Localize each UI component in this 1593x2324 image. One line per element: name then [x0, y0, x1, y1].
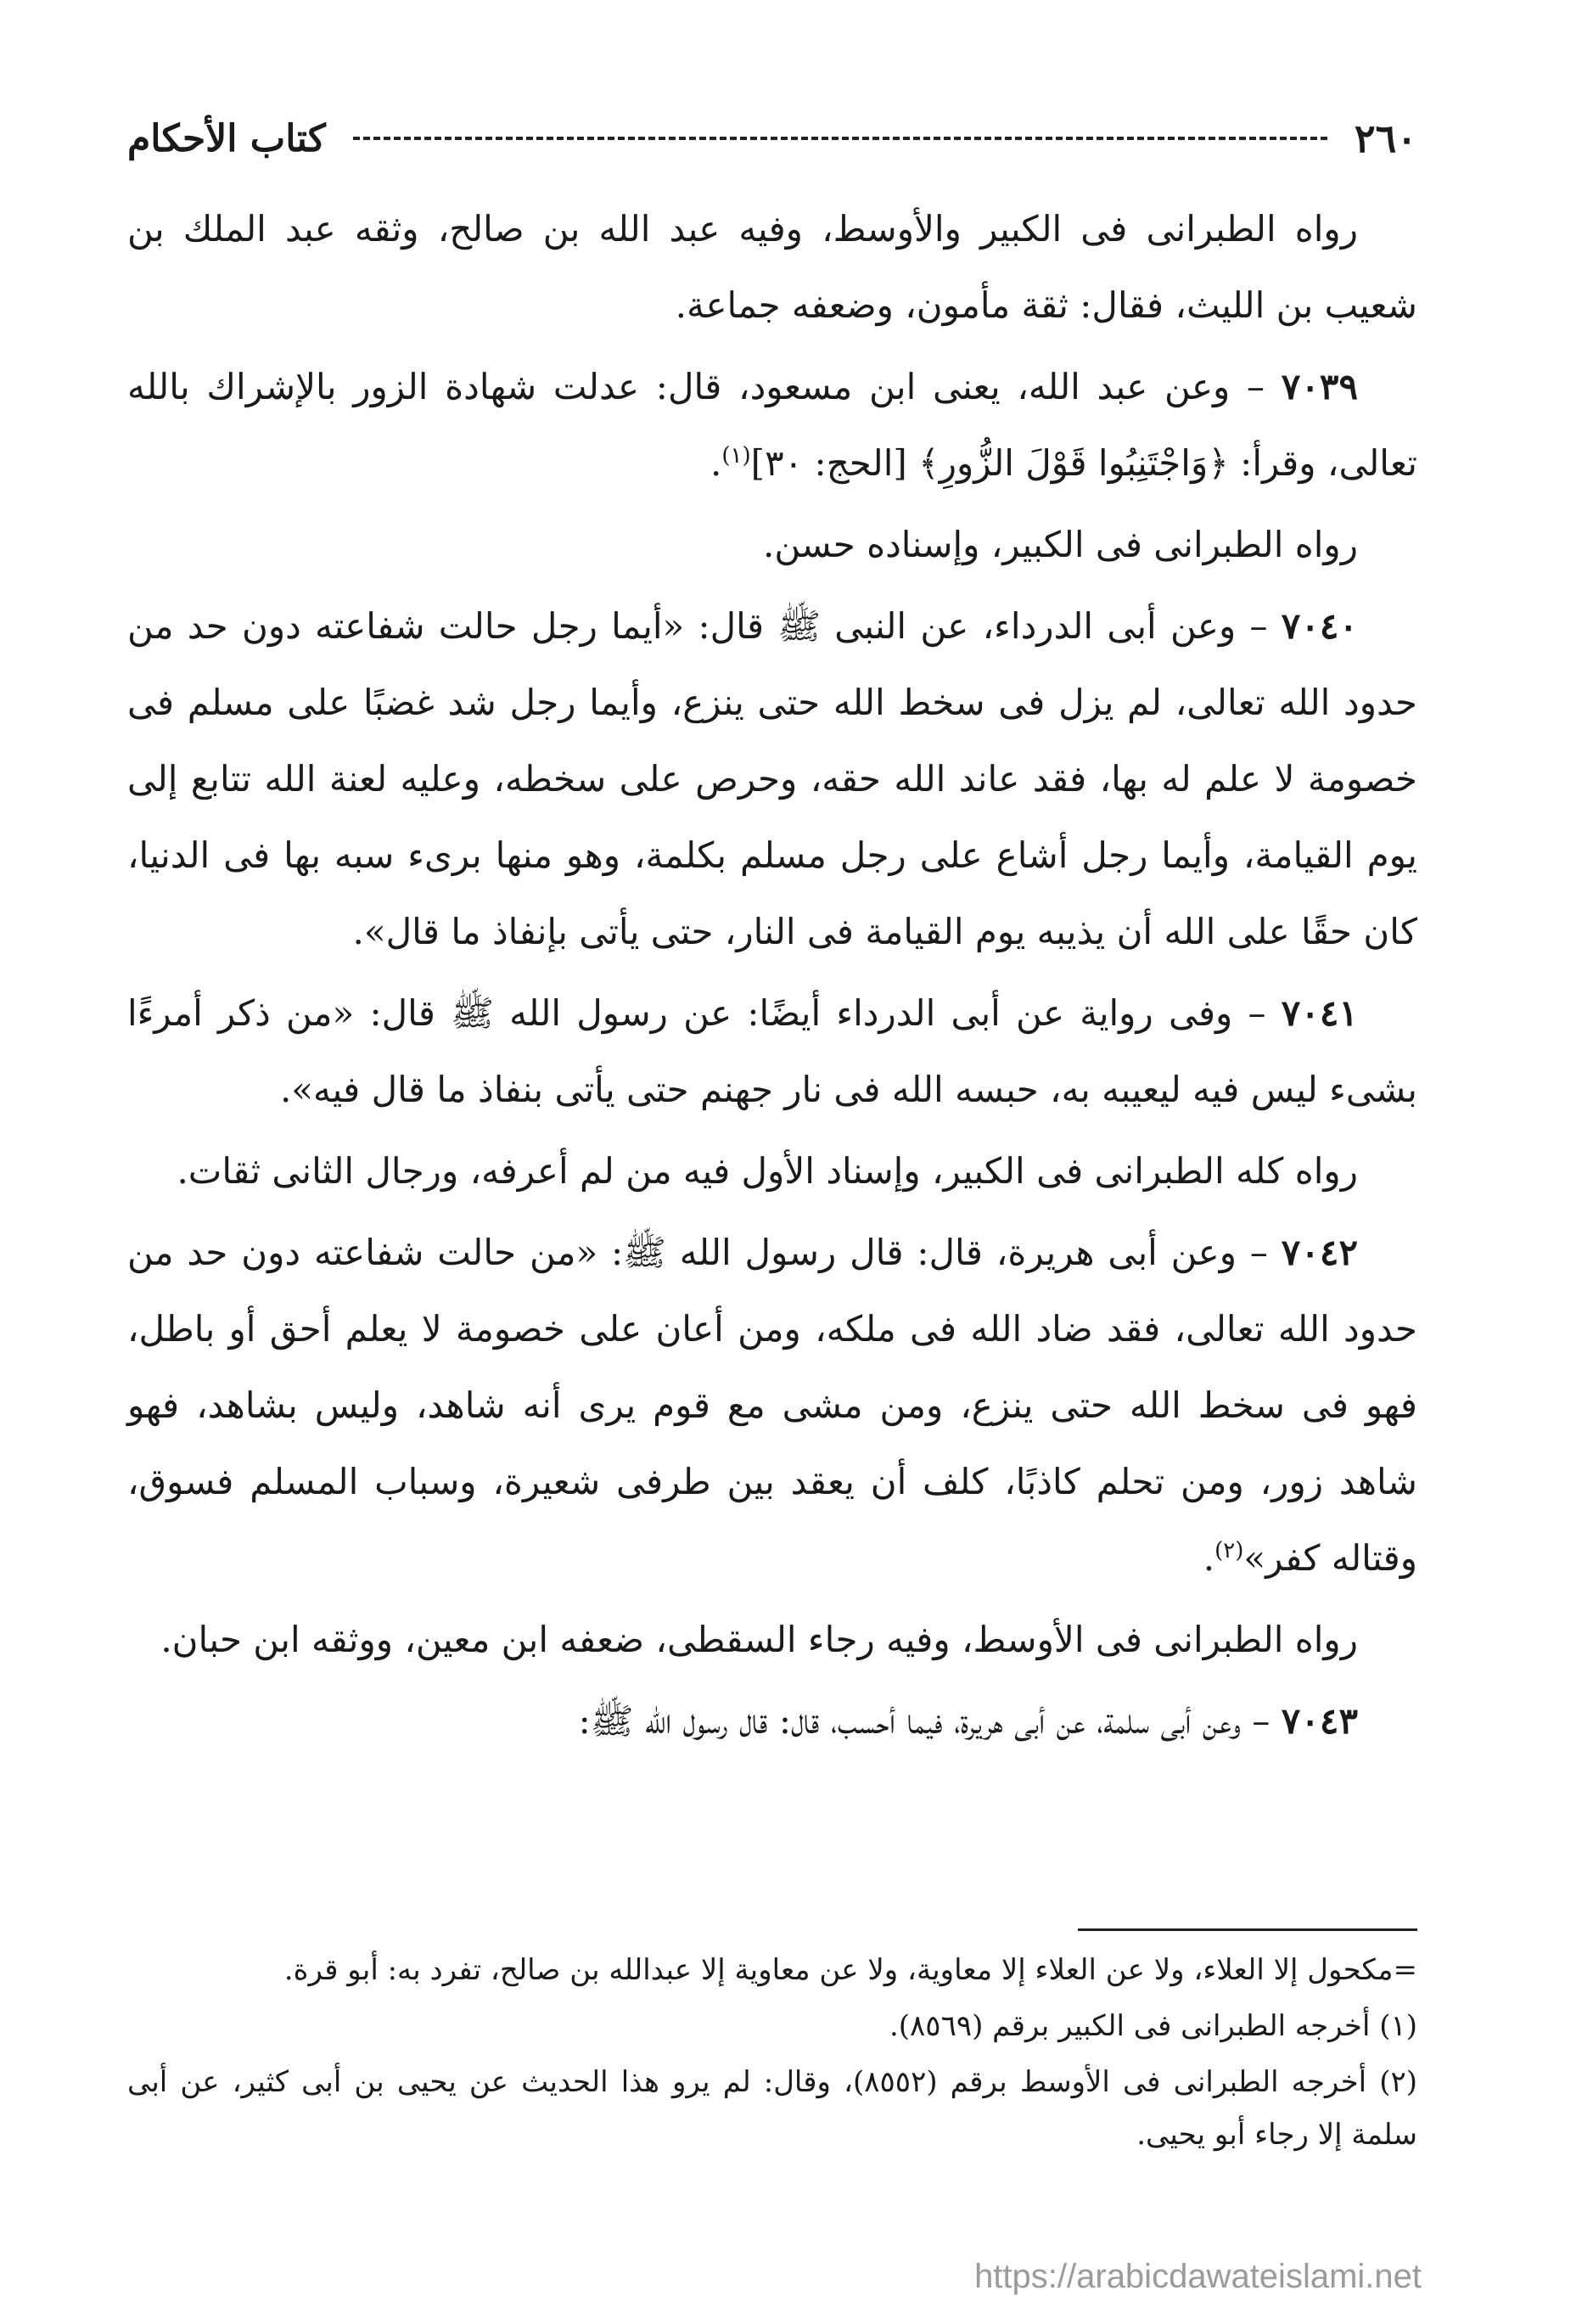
hadith-7040: ٧٠٤٠ – وعن أبى الدرداء، عن النبى ﷺ قال: «أيما رجل حالت شفاعته دون حد من حدود الله تعالى، لم يزل فى سخط الله حتى ينزع، وأيما رجل شد غضبًا على مسلم فى خصومة لا علم له بها، فقد عاند الله حقه، وحرص على سخطه، وعليه لعنة الله تتابع إلى يوم القيامة، وأيما رجل أشاع على رجل مسلم بكلمة، وهو منها برىء سبه بها فى الدنيا، كان حقًا على الله أن يذيبه يوم القيامة فى النار، حتى يأتى بإنفاذ ما قال». [127, 605, 1417, 952]
page-number: ٢٦٠ [1354, 115, 1417, 161]
hadith-7039: ٧٠٣٩ – وعن عبد الله، يعنى ابن مسعود، قال: عدلت شهادة الزور بالإشراك بالله تعالى، وقرأ: ﴿وَاجْتَنِبُوا قَوْلَ الزُّورِ﴾ [الحج: ٣٠]$^{(١)}$. [127, 366, 1417, 484]
watermark-url: https://arabicdawateislami.net [974, 2258, 1422, 2295]
footnote-2: (٢) أخرجه الطبرانى فى الأوسط برقم (٨٥٥٢)، وقال: لم يرو هذا الحديث عن يحيى بن أبى كثير، عن أبى سلمة إلا رجاء أبو يحيى. [127, 2065, 1417, 2152]
hadith-7041: ٧٠٤١ – وفى رواية عن أبى الدرداء أيضًا: عن رسول الله ﷺ قال: «من ذكر أمرءًا بشىء ليس فيه ليعيبه به، حبسه الله فى نار جهنم حتى يأتى بنفاذ ما قال فيه». [127, 992, 1417, 1110]
hadith-number: ٧٠٣٩ [1281, 366, 1358, 407]
narration-paragraph: رواه كله الطبرانى فى الكبير، وإسناد الأول فيه من لم أعرفه، ورجال الثانى ثقات. [177, 1150, 1358, 1192]
hadith-number: ٧٠٤١ [1281, 992, 1358, 1034]
hadith-number: ٧٠٤٢ [1281, 1232, 1358, 1273]
main-text [127, 191, 1417, 1765]
footnote-marker: (٢) [1214, 1538, 1244, 1563]
narration-paragraph: رواه الطبرانى فى الأوسط، وفيه رجاء السقطى، ضعفه ابن معين، ووثقه ابن حبان. [160, 1619, 1358, 1660]
footnotes [127, 1944, 1417, 2164]
page-header [127, 100, 1417, 177]
narration-paragraph: رواه الطبرانى فى الكبير والأوسط، وفيه عبد الله بن صالح، وثقه عبد الملك بن شعيب بن الليث، فقال: ثقة مأمون، وضعفه جماعة. [127, 208, 1417, 326]
running-title: كتاب الأحكام [127, 116, 326, 160]
narration-paragraph: رواه الطبرانى فى الكبير، وإسناده حسن. [762, 524, 1358, 565]
hadith-number: ٧٠٤٠ [1281, 605, 1358, 647]
footnote-1: (١) أخرجه الطبرانى فى الكبير برقم (٨٥٦٩). [889, 2009, 1417, 2043]
header-divider [353, 137, 1327, 140]
hadith-number: ٧٠٤٣ [1281, 1700, 1358, 1742]
footnote-continuation: =مكحول إلا العلاء، ولا عن العلاء إلا معاوية، ولا عن معاوية إلا عبدالله بن صالح، تفرد به: أبو قرة. [283, 1953, 1417, 1987]
footnote-marker: (١) [721, 443, 751, 469]
hadith-7042: ٧٠٤٢ – وعن أبى هريرة، قال: قال رسول الله ﷺ: «من حالت شفاعته دون حد من حدود الله تعالى، فقد ضاد الله فى ملكه، ومن أعان على خصومة لا يعلم أحق أو باطل، فهو فى سخط الله حتى ينزع، ومن مشى مع قوم يرى أنه شاهد، وليس بشاهد، فهو شاهد زور، ومن تحلم كاذبًا، كلف أن يعقد بين طرفى شعيرة، وسباب المسلم فسوق، وقتاله كفر»$^{(٢)}$. [127, 1232, 1417, 1579]
hadith-7043: ٧٠٤٣ – وعن أبى سلمة، عن أبى هريرة، فيما أحسب، قال: قال رسول الله ﷺ: [578, 1700, 1358, 1742]
footnote-divider [1078, 1928, 1417, 1931]
